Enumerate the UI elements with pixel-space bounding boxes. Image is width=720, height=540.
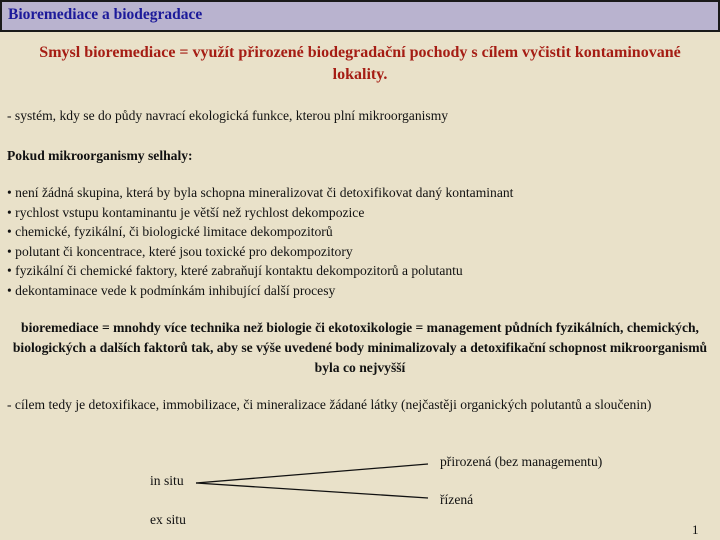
list-item: • fyzikální či chemické faktory, které zabraňují kontaktu dekompozitorů a polutantu	[7, 261, 513, 281]
list-item: • chemické, fyzikální, či biologické limitace dekompozitorů	[7, 222, 513, 242]
controlled-label: řízená	[440, 492, 474, 507]
list-item: • rychlost vstupu kontaminantu je větší než rychlost dekompozice	[7, 203, 513, 223]
list-item: • není žádná skupina, která by byla schopna mineralizovat či detoxifikovat daný kontaminant	[7, 183, 513, 203]
arrow-to-controlled	[196, 483, 428, 498]
management-text: bioremediace = mnohdy více technika než biologie či ekotoxikologie = management půdních fyzikálních, chemických, biologických a dalších faktorů tak, aby se výše uvedené body minimalizovaly a detoxifikační schopnost mikroorganismů byla co nejvyšší	[12, 320, 708, 375]
main-heading: Smysl bioremediace = využít přirozené biodegradační pochody s cílem vyčistit kontaminované lokality.	[39, 44, 681, 83]
natural-label: přirozená (bez managementu)	[440, 454, 603, 469]
ex-situ-label: ex situ	[150, 512, 186, 527]
list-item: • polutant či koncentrace, které jsou toxické pro dekompozitory	[7, 242, 513, 262]
list-item: • dekontaminace vede k podmínkám inhibující další procesy	[7, 281, 513, 301]
in-situ-label: in situ	[150, 473, 184, 488]
arrow-to-natural	[196, 464, 428, 483]
slide-title: Bioremediace a biodegradace	[8, 6, 203, 23]
goal-text: - cílem tedy je detoxifikace, immobilizace, či mineralizace žádané látky (nejčastěji organických polutantů a sloučenin)	[7, 397, 652, 412]
page-number: 1	[692, 522, 699, 537]
definition-line: - systém, kdy se do půdy navrací ekologická funkce, kterou plní mikroorganismy	[7, 108, 449, 123]
failure-heading: Pokud mikroorganismy selhaly:	[7, 148, 193, 163]
